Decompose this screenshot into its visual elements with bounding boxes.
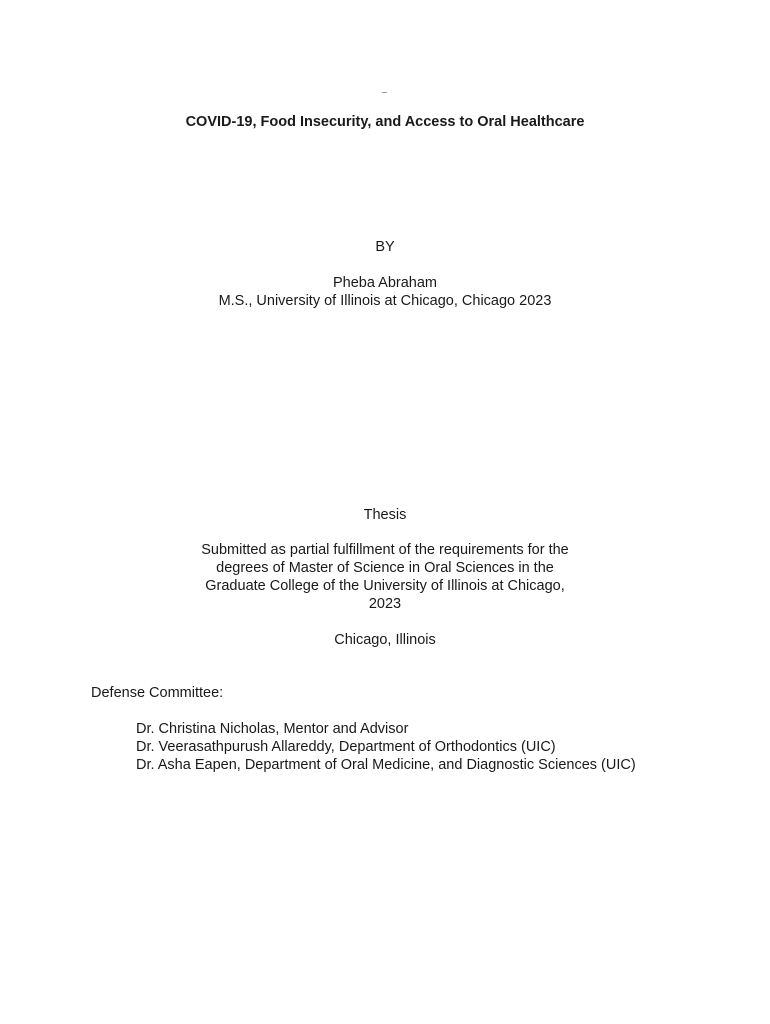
thesis-title: COVID-19, Food Insecurity, and Access to Oral Healthcare: [185, 114, 585, 130]
by-label: BY: [375, 239, 395, 255]
submission-line: Graduate College of the University of Illinois at Chicago,: [205, 578, 565, 594]
author-name: Pheba Abraham: [333, 275, 437, 291]
submission-line: degrees of Master of Science in Oral Sciences in the: [216, 560, 554, 576]
committee-member: Dr. Asha Eapen, Department of Oral Medicine, and Diagnostic Sciences (UIC): [136, 757, 636, 773]
location: Chicago, Illinois: [334, 632, 436, 648]
page-mark: [382, 92, 387, 93]
committee-list: [136, 720, 636, 774]
submission-line: Submitted as partial fulfillment of the requirements for the: [201, 542, 569, 558]
committee-heading: Defense Committee:: [91, 685, 224, 701]
committee-member: Dr. Christina Nicholas, Mentor and Advisor: [136, 721, 409, 737]
author-degree: M.S., University of Illinois at Chicago, Chicago 2023: [218, 293, 552, 309]
submission-statement: [0, 541, 770, 613]
thesis-label: Thesis: [363, 507, 407, 523]
submission-line: 2023: [368, 596, 402, 612]
committee-member: Dr. Veerasathpurush Allareddy, Department of Orthodontics (UIC): [136, 739, 556, 755]
